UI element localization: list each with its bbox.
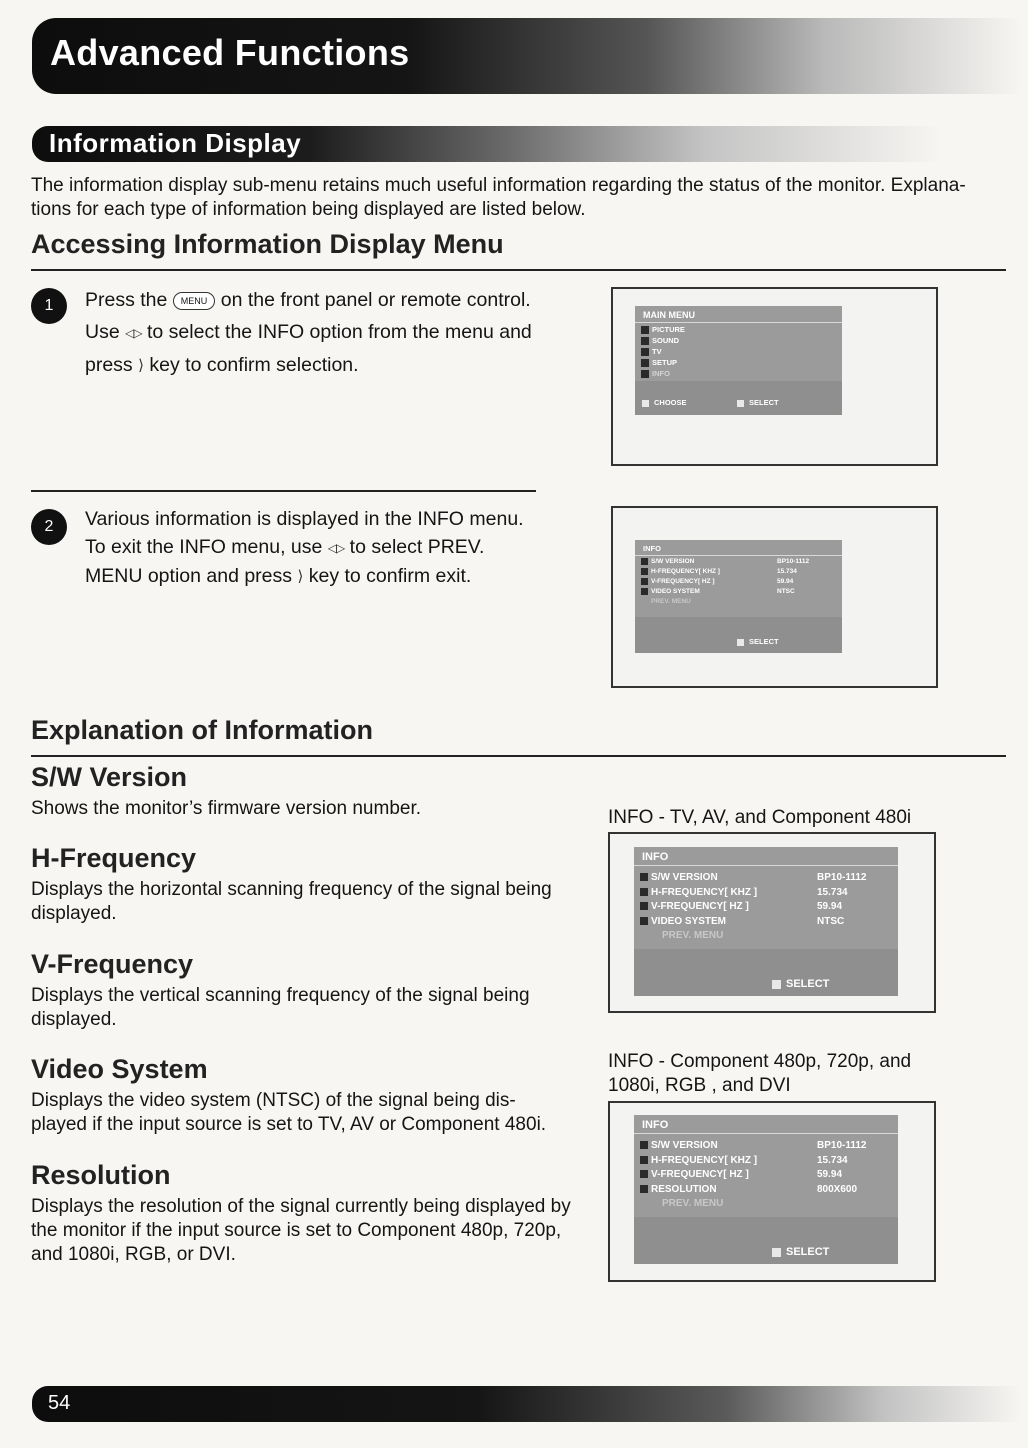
video-system-heading: Video System [31,1054,208,1084]
info-tv-title: INFO [634,847,898,866]
main-menu-item: SETUP [641,357,685,368]
info-screen-small [611,506,938,688]
volume-key-icon: ⟩ [297,567,304,585]
main-menu-footer [635,381,842,415]
sw-version-text: Shows the monitor’s firmware version number. [31,798,422,819]
section-banner [32,126,1022,162]
h-frequency-heading: H-Frequency [31,843,197,873]
resolution-heading: Resolution [31,1160,171,1190]
select-label: SELECT [786,978,830,990]
prev-menu-item: PREV. MENU [662,930,724,941]
info-row: V-FREQUENCY[ HZ ] 59.94 [641,577,837,587]
select-label: SELECT [786,1246,830,1258]
v-frequency-text: Displays the vertical scanning frequency of the signal being displayed. [31,985,530,1030]
info-row: VIDEO SYSTEM NTSC [640,915,890,930]
prev-menu-item: PREV. MENU [651,598,691,605]
step-2-text-a: Various information is displayed in the INFO menu. To exit the INFO menu, use [85,508,524,558]
main-menu-item: TV [641,346,685,357]
info-comp-footer [634,1217,898,1264]
explanation-rule [31,755,1006,757]
channel-arrows-icon: ◁▷ [327,540,345,555]
main-menu-screen [611,287,938,466]
step-1-text [85,284,545,382]
chapter-title: Advanced Functions [50,32,410,73]
main-menu-osd [635,306,842,415]
info-row: H-FREQUENCY[ KHZ ] 15.734 [640,1154,890,1169]
accessing-rule [31,269,1006,271]
info-comp-title: INFO [634,1115,898,1134]
info-row: S/W VERSION BP10-1112 [641,557,837,567]
channel-arrows-icon: ◁▷ [125,325,142,340]
info-row: H-FREQUENCY[ KHZ ] 15.734 [641,567,837,577]
info-row: S/W VERSION BP10-1112 [640,871,890,886]
info-comp-osd [634,1115,898,1264]
prev-menu-item: PREV. MENU [662,1198,724,1209]
video-system-text: Displays the video system (NTSC) of the signal being dis- played if the input source is set to TV, AV or Component 480i. [31,1090,547,1135]
choose-label: CHOOSE [654,398,687,407]
info-tv-osd [634,847,898,996]
step-1-text-b: on the front panel or remote control. Use [85,289,531,343]
info-tv-footer [634,949,898,996]
step-2-text-c: key to confirm exit. [308,564,472,587]
v-frequency-heading: V-Frequency [31,949,194,979]
volume-key-icon: ⟩ [138,356,144,374]
menu-key-icon: MENU [173,292,216,310]
info-comp-screen [608,1101,936,1282]
info-row: V-FREQUENCY[ HZ ] 59.94 [640,900,890,915]
step-2-text-b: to select PREV. MENU option and press [85,536,485,587]
page-number: 54 [48,1392,71,1414]
step-2-badge: 2 [31,509,67,545]
info-tv-screen [608,832,936,1013]
sw-version-heading: S/W Version [31,762,188,792]
intro-paragraph: The information display sub-menu retains much useful information regarding the status of the monitor. Explana- tions for each type of information being displayed are listed below. [31,175,966,220]
select-label: SELECT [749,637,779,646]
main-menu-item: INFO [641,368,685,379]
h-frequency-text: Displays the horizontal scanning frequency of the signal being displayed. [31,879,552,924]
section-title: Information Display [49,128,302,158]
step-2-text [85,505,545,591]
info-osd-small [635,540,842,653]
info-row: VIDEO SYSTEM NTSC [641,587,837,597]
page-footer [32,1386,1022,1422]
accessing-heading: Accessing Information Display Menu [31,229,504,259]
step-1-badge: 1 [31,288,67,324]
resolution-text: Displays the resolution of the signal currently being displayed by the monitor if the input source is set to Component 480p, 720p, and 1080i, RGB, or DVI. [31,1196,571,1265]
info-row: S/W VERSION BP10-1112 [640,1139,890,1154]
info-row: H-FREQUENCY[ KHZ ] 15.734 [640,886,890,901]
step-divider [31,490,536,492]
main-menu-title: MAIN MENU [635,306,842,323]
main-menu-item: SOUND [641,335,685,346]
select-label: SELECT [749,398,779,407]
info-tv-caption: INFO - TV, AV, and Component 480i [608,807,912,828]
main-menu-item: PICTURE [641,324,685,335]
info-row: V-FREQUENCY[ HZ ] 59.94 [640,1168,890,1183]
info-small-title: INFO [635,540,842,556]
info-small-footer [635,617,842,653]
chapter-banner [32,18,1022,94]
step-1-text-a: Press the [85,289,168,311]
step-1-text-c: to select the INFO option from the menu and press [85,321,532,376]
explanation-heading: Explanation of Information [31,715,373,745]
info-row: RESOLUTION 800X600 [640,1183,890,1198]
step-1-text-d: key to confirm selection. [149,353,359,376]
info-comp-caption: INFO - Component 480p, 720p, and 1080i, RGB , and DVI [608,1051,912,1096]
